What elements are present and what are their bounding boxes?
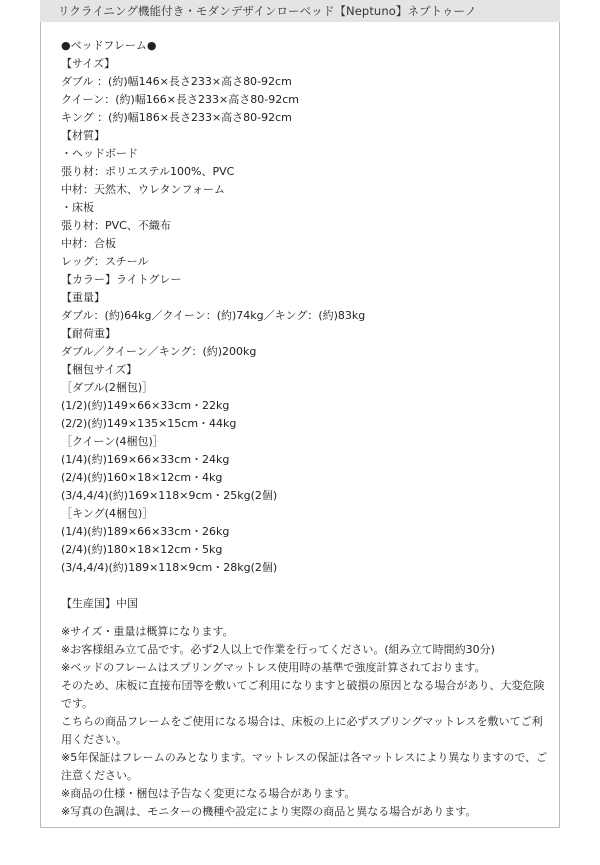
headboard-label: ・ヘッドボード: [61, 147, 138, 160]
size-queen: クイーン：(約)幅166×長さ233×高さ80-92cm: [61, 93, 299, 106]
floor-label: ・床板: [61, 201, 94, 214]
header-bar: [40, 0, 560, 22]
floor-core-material: 中材：合板: [61, 237, 116, 250]
note-strength: ※ベッドのフレームはスプリングマットレス使用時の基準で強度計算されております。: [61, 661, 486, 674]
spec-content: [61, 37, 553, 821]
load-values: ダブル／クイーン／キング：(約)200kg: [61, 345, 257, 358]
headboard-cover-material: 張り材：ポリエステル100%、PVC: [61, 165, 235, 178]
load-heading: 【耐荷重】: [61, 327, 116, 340]
note-assembly: ※お客様組み立て品です。必ず2人以上で作業を行ってください。(組み立て時間約30分): [61, 643, 495, 656]
note-futon-warning: そのため、床板に直接布団等を敷いてご利用になりますと破損の原因となる場合があり、大変危険です。: [61, 679, 545, 710]
size-heading: 【サイズ】: [61, 57, 116, 70]
floor-cover-material: 張り材：PVC、不織布: [61, 219, 171, 232]
material-heading: 【材質】: [61, 129, 105, 142]
spec-box: [40, 22, 560, 828]
package-king-heading: ［キング(4梱包)］: [61, 507, 154, 520]
package-king-2: (2/4)(約)180×18×12cm・5kg: [61, 543, 223, 556]
section-gap: [61, 613, 553, 623]
package-king-1: (1/4)(約)189×66×33cm・26kg: [61, 525, 230, 538]
floor-leg-material: レッグ：スチール: [61, 255, 149, 268]
package-heading: 【梱包サイズ】: [61, 363, 138, 376]
note-spring-mattress: こちらの商品フレームをご使用になる場合は、床板の上に必ずスプリングマットレスを敷いてご利用ください。: [61, 715, 543, 746]
package-queen-2: (2/4)(約)160×18×12cm・4kg: [61, 471, 223, 484]
size-king: キング ：(約)幅186×長さ233×高さ80-92cm: [61, 111, 292, 124]
weight-values: ダブル：(約)64kg／クイーン：(約)74kg／キング：(約)83kg: [61, 309, 366, 322]
package-queen-3: (3/4,4/4)(約)169×118×9cm・25kg(2個): [61, 489, 278, 502]
package-double-1: (1/2)(約)149×66×33cm・22kg: [61, 399, 230, 412]
package-king-3: (3/4,4/4)(約)189×118×9cm・28kg(2個): [61, 561, 278, 574]
frame-heading: ●ベッドフレーム●: [61, 39, 157, 52]
origin-country: 【生産国】中国: [61, 597, 138, 610]
weight-heading: 【重量】: [61, 291, 105, 304]
color-spec: 【カラー】ライトグレー: [61, 273, 182, 286]
page-title: リクライニング機能付き・モダンデザインローベッド【Neptuno】ネプトゥーノ: [58, 4, 477, 18]
package-queen-1: (1/4)(約)169×66×33cm・24kg: [61, 453, 230, 466]
note-color-variance: ※写真の色調は、モニターの機種や設定により実際の商品と異なる場合があります。: [61, 805, 477, 818]
package-double-2: (2/2)(約)149×135×15cm・44kg: [61, 417, 237, 430]
package-queen-heading: ［クイーン(4梱包)］: [61, 435, 164, 448]
headboard-core-material: 中材：天然木、ウレタンフォーム: [61, 183, 226, 196]
size-double: ダブル ：(約)幅146×長さ233×高さ80-92cm: [61, 75, 292, 88]
section-gap: [61, 577, 553, 595]
note-spec-change: ※商品の仕様・梱包は予告なく変更になる場合があります。: [61, 787, 356, 800]
note-approximate: ※サイズ・重量は概算になります。: [61, 625, 234, 638]
note-warranty: ※5年保証はフレームのみとなります。マットレスの保証は各マットレスにより異なりますので、ご注意ください。: [61, 751, 548, 782]
package-double-heading: ［ダブル(2梱包)］: [61, 381, 154, 394]
